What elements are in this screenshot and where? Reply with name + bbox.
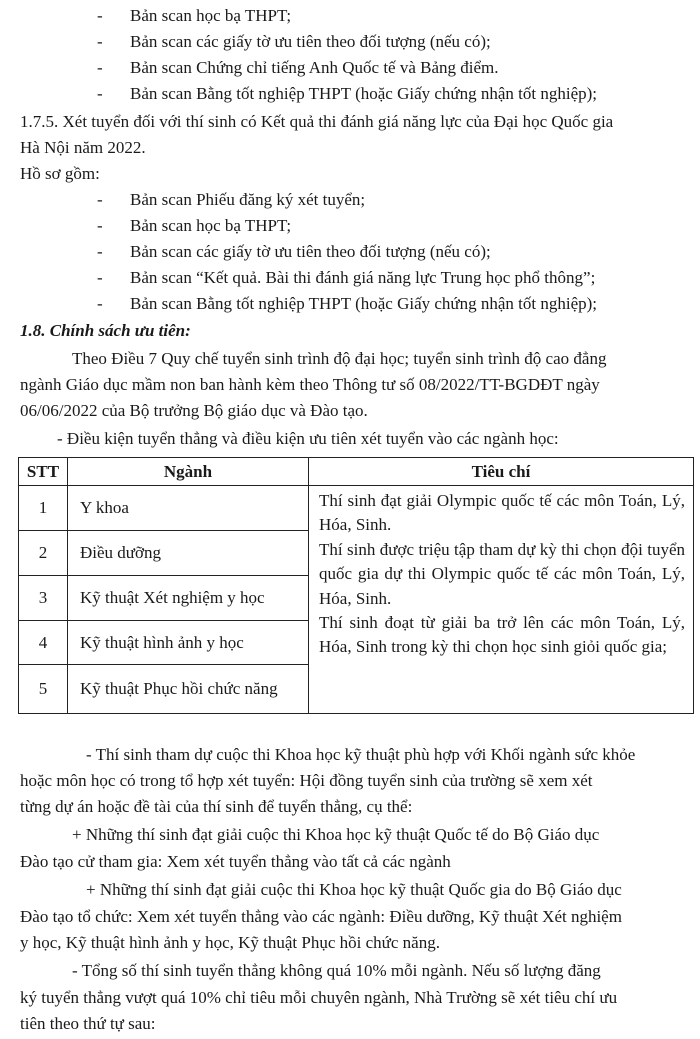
paragraph-line: từng dự án hoặc đề tài của thí sinh để tuyển thẳng, cụ thể: [20, 797, 413, 816]
paragraph-line: - Tổng số thí sinh tuyển thẳng không quá 10% mỗi ngành. Nếu số lượng đăng [72, 961, 601, 980]
paragraph-line: ngành Giáo dục mầm non ban hành kèm theo Thông tư số 08/2022/TT-BGDĐT ngày [20, 375, 600, 394]
cell-nganh: Kỹ thuật hình ảnh y học [68, 621, 309, 665]
section-title: 1.7.5. Xét tuyển đối với thí sinh có Kết quả thi đánh giá năng lực của Đại học Quốc gia [20, 112, 614, 131]
cell-stt: 2 [19, 531, 68, 576]
cell-stt: 3 [19, 576, 68, 621]
header-stt: STT [19, 458, 68, 486]
criteria-item: Thí sinh đạt giải Olympic quốc tế các môn Toán, Lý, Hóa, Sinh. [319, 491, 685, 535]
criteria-item: Thí sinh được triệu tập tham dự kỳ thi chọn đội tuyển quốc gia dự thi Olympic quốc tế các môn Toán, Lý, Hóa, Sinh. [319, 539, 685, 608]
paragraph-line: + Những thí sinh đạt giải cuộc thi Khoa học kỹ thuật Quốc gia do Bộ Giáo dục [86, 880, 622, 899]
paragraph-line: tiên theo thứ tự sau: [20, 1014, 156, 1033]
paragraph-line: Theo Điều 7 Quy chế tuyển sinh trình độ đại học; tuyển sinh trình độ cao đẳng [72, 349, 607, 368]
cell-nganh: Y khoa [68, 486, 309, 531]
cell-stt: 5 [19, 665, 68, 714]
header-tieuchi: Tiêu chí [309, 458, 694, 486]
cell-nganh: Kỹ thuật Phục hồi chức năng [68, 665, 309, 714]
paragraph-line: Đào tạo cử tham gia: Xem xét tuyển thẳng vào tất cả các ngành [20, 852, 451, 871]
criteria-table [18, 457, 694, 714]
section-title-cont: Hà Nội năm 2022. [20, 138, 146, 157]
cell-criteria [309, 486, 694, 714]
paragraph-line: Đào tạo tổ chức: Xem xét tuyển thẳng vào các ngành: Điều dưỡng, Kỹ thuật Xét nghiệm [20, 907, 622, 926]
section-heading: 1.8. Chính sách ưu tiên: [20, 321, 191, 340]
paragraph-line: 06/06/2022 của Bộ trưởng Bộ giáo dục và Đào tạo. [20, 401, 368, 420]
table-header-row [19, 458, 694, 486]
table-row [19, 486, 694, 531]
paragraph-line: + Những thí sinh đạt giải cuộc thi Khoa học kỹ thuật Quốc tế do Bộ Giáo dục [72, 825, 600, 844]
paragraph-line: - Điều kiện tuyển thẳng và điều kiện ưu tiên xét tuyển vào các ngành học: [57, 429, 559, 448]
cell-nganh: Điều dưỡng [68, 531, 309, 576]
header-nganh: Ngành [68, 458, 309, 486]
paragraph-line: ký tuyển thẳng vượt quá 10% chỉ tiêu mỗi chuyên ngành, Nhà Trường sẽ xét tiêu chí ưu [20, 988, 618, 1007]
paragraph-line: hoặc môn học có trong tổ hợp xét tuyển: Hội đồng tuyển sinh của trường sẽ xem xét [20, 771, 593, 790]
hoso-label: Hồ sơ gồm: [20, 164, 100, 183]
cell-stt: 4 [19, 621, 68, 665]
paragraph-line: y học, Kỹ thuật hình ảnh y học, Kỹ thuật Phục hồi chức năng. [20, 933, 440, 952]
paragraph-line: - Thí sinh tham dự cuộc thi Khoa học kỹ thuật phù hợp với Khối ngành sức khỏe [86, 745, 636, 764]
cell-stt: 1 [19, 486, 68, 531]
criteria-item: Thí sinh đoạt từ giải ba trở lên các môn Toán, Lý, Hóa, Sinh trong kỳ thi chọn học sinh giỏi quốc gia; [319, 613, 685, 657]
cell-nganh: Kỹ thuật Xét nghiệm y học [68, 576, 309, 621]
